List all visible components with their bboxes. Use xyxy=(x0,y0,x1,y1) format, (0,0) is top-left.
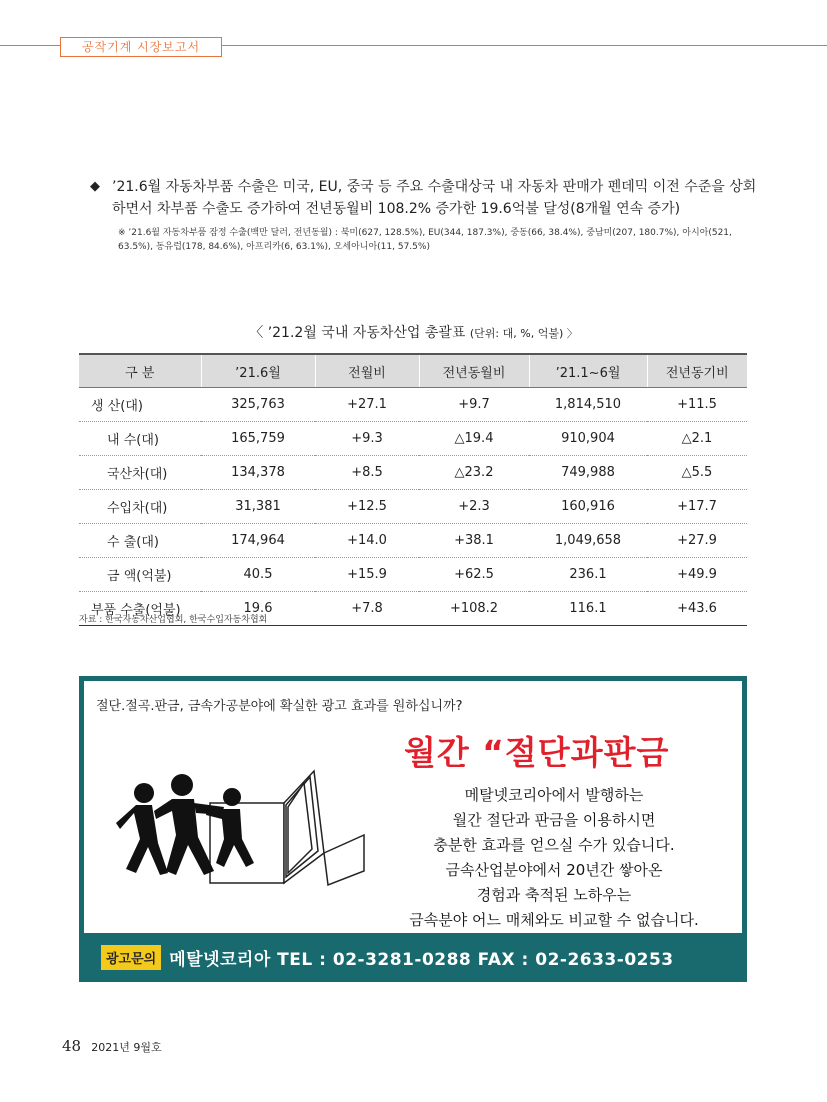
table-row xyxy=(79,388,747,422)
table-cell: +9.7 xyxy=(419,388,529,422)
table-cell: +8.5 xyxy=(315,456,419,490)
ad-contact-bar xyxy=(101,942,674,972)
ad-headline: 월간 “절단과판금 xyxy=(404,733,670,772)
ad-body xyxy=(404,783,704,933)
table-cell: 749,988 xyxy=(529,456,647,490)
note-text: ※ ’21.6월 자동차부품 잠정 수출(백만 달러, 전년동월) : 북미(627, 128.5%), EU(344, 187.3%), 중동(66, 38.4%), 중남미(207, 180.7%), 아시아(521, 63.5%), 동유럽(178, 84.6%), 아프리카(6, 63.1%), 오세아니아(11, 57.5%) xyxy=(118,228,732,252)
row-label: 국산차(대) xyxy=(79,456,201,490)
table-row xyxy=(79,524,747,558)
table-cell: +43.6 xyxy=(647,592,747,626)
table-cell: 116.1 xyxy=(529,592,647,626)
issue-label: 2021년 9월호 xyxy=(91,1041,162,1054)
ad-body-line: 메탈넷코리아에서 발행하는 xyxy=(464,786,644,804)
ad-question: 절단.절곡.판금, 금속가공분야에 확실한 광고 효과를 원하십니까? xyxy=(96,699,463,714)
ad-body-line: 경험과 축적된 노하우는 xyxy=(476,886,632,904)
ad-body-line: 충분한 효과를 얻으실 수가 있습니다. xyxy=(433,836,675,854)
row-label: 금 액(억불) xyxy=(79,558,201,592)
table-cell: +14.0 xyxy=(315,524,419,558)
table-cell: 40.5 xyxy=(201,558,315,592)
table-cell: 31,381 xyxy=(201,490,315,524)
page-footer xyxy=(62,1037,162,1055)
col-header: 전년동월비 xyxy=(419,354,529,388)
table-row xyxy=(79,456,747,490)
row-label: 수입차(대) xyxy=(79,490,201,524)
col-header: ’21.1~6월 xyxy=(529,354,647,388)
col-header: ’21.6월 xyxy=(201,354,315,388)
table-cell: 160,916 xyxy=(529,490,647,524)
table-cell: 910,904 xyxy=(529,422,647,456)
table-cell: 236.1 xyxy=(529,558,647,592)
table-cell: +49.9 xyxy=(647,558,747,592)
row-label: 수 출(대) xyxy=(79,524,201,558)
diamond-bullet-icon: ◆ xyxy=(90,179,100,194)
col-header: 전월비 xyxy=(315,354,419,388)
row-label: 부품 수출(억불) xyxy=(79,592,201,626)
table-row xyxy=(79,422,747,456)
table-cell: +2.3 xyxy=(419,490,529,524)
table-cell: 134,378 xyxy=(201,456,315,490)
ad-body-line: 금속산업분야에서 20년간 쌓아온 xyxy=(445,861,663,879)
table-cell: +17.7 xyxy=(647,490,747,524)
table-cell: +7.8 xyxy=(315,592,419,626)
ad-panel xyxy=(84,681,742,933)
table-cell: +38.1 xyxy=(419,524,529,558)
table-cell: △5.5 xyxy=(647,456,747,490)
table-row xyxy=(79,558,747,592)
row-label: 생 산(대) xyxy=(79,388,201,422)
table-row xyxy=(79,490,747,524)
table-cell: 1,049,658 xyxy=(529,524,647,558)
ad-body-line: 금속분야 어느 매체와도 비교할 수 없습니다. xyxy=(409,911,699,929)
advertisement-box xyxy=(79,676,747,982)
table-cell: △2.1 xyxy=(647,422,747,456)
table-cell: +12.5 xyxy=(315,490,419,524)
table-cell: 165,759 xyxy=(201,422,315,456)
table-cell: +11.5 xyxy=(647,388,747,422)
ad-contact-info: 메탈넷코리아 TEL : 02-3281-0288 FAX : 02-2633-0253 xyxy=(169,949,674,970)
running-children-book-illustration xyxy=(114,763,374,903)
table-unit: (단위: 대, %, 억불) 〉 xyxy=(469,327,578,340)
col-header: 전년동기비 xyxy=(647,354,747,388)
table-cell: 1,814,510 xyxy=(529,388,647,422)
table-cell: △23.2 xyxy=(419,456,529,490)
ad-body-line: 월간 절단과 판금을 이용하시면 xyxy=(452,811,656,829)
ad-inquiry-tag: 광고문의 xyxy=(101,945,161,970)
table-cell: 174,964 xyxy=(201,524,315,558)
table-cell: +108.2 xyxy=(419,592,529,626)
table-cell: +15.9 xyxy=(315,558,419,592)
table-cell: +62.5 xyxy=(419,558,529,592)
table-cell: 325,763 xyxy=(201,388,315,422)
table-cell: 19.6 xyxy=(201,592,315,626)
table-header-row xyxy=(79,354,747,388)
page-number: 48 xyxy=(62,1037,82,1055)
table-source: 자료 : 한국자동차산업협회, 한국수입자동차협회 xyxy=(79,615,268,625)
table-cell: +27.9 xyxy=(647,524,747,558)
table-cell: +9.3 xyxy=(315,422,419,456)
section-label: 공작기계 시장보고서 xyxy=(60,37,222,57)
industry-summary-table xyxy=(79,353,747,626)
table-cell: △19.4 xyxy=(419,422,529,456)
col-header: 구 분 xyxy=(79,354,201,388)
table-title xyxy=(0,322,827,342)
table-title-text: 〈 ’21.2월 국내 자동차산업 총괄표 xyxy=(249,325,466,341)
bullet-text: ’21.6월 자동차부품 수출은 미국, EU, 중국 등 주요 수출대상국 내 자동차 판매가 펜데믹 이전 수준을 상회하면서 차부품 수출도 증가하여 전년동월비 108.2% 증가한 19.6억불 달성(8개월 연속 증가) xyxy=(112,179,757,217)
row-label: 내 수(대) xyxy=(79,422,201,456)
table-cell: +27.1 xyxy=(315,388,419,422)
